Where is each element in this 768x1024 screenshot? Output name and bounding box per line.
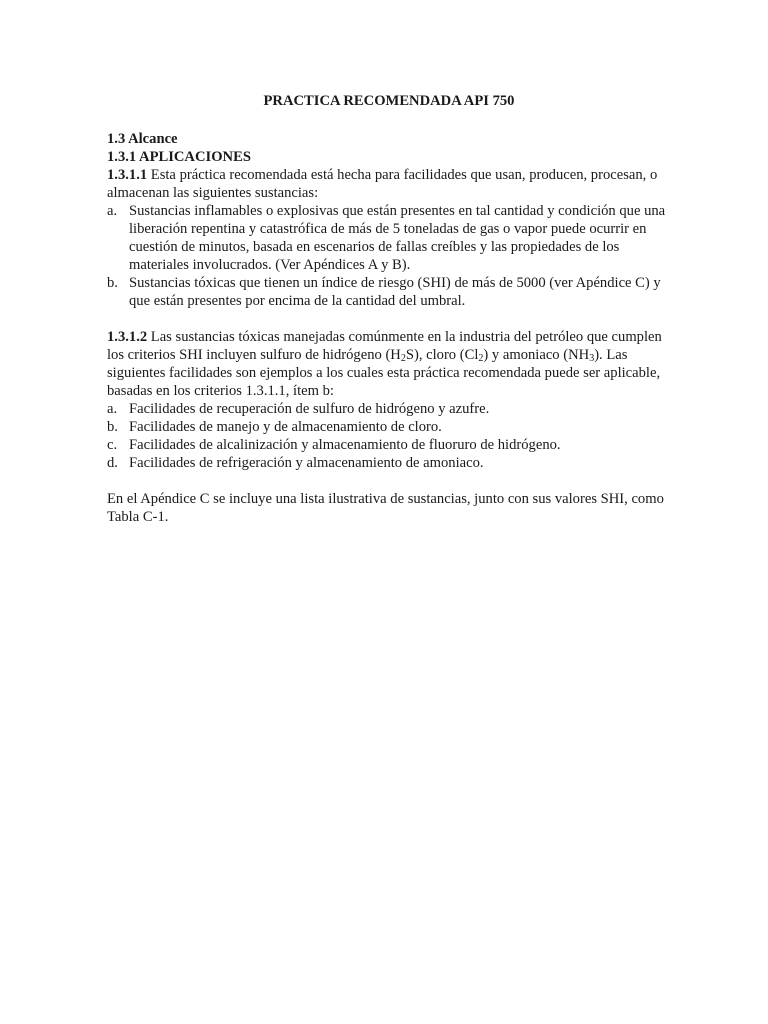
paragraph-text: S), cloro (Cl	[405, 347, 479, 363]
section-heading: 1.3 Alcance	[107, 131, 178, 147]
list-item-text: Facilidades de alcalinización y almacenamiento de fluoruro de hidrógeno.	[129, 437, 561, 453]
list-item-text: Facilidades de refrigeración y almacenamiento de amoniaco.	[129, 455, 484, 471]
list-item-text: Sustancias inflamables o explosivas que están presentes en tal cantidad y condición que una liberación repentina y catastrófica de más de 5 toneladas de gas o vapor puede ocurrir en cuestión de minutos, basada en escenarios de fallas creíbles y las propiedades de los materiales involucrados. (Ver Apéndices A y B).	[129, 203, 666, 273]
document-title: PRACTICA RECOMENDADA API 750	[263, 93, 515, 109]
subscript: 2	[478, 353, 484, 364]
list-marker: a.	[107, 401, 118, 417]
list-item-text: Sustancias tóxicas que tienen un índice de riesgo (SHI) de más de 5000 (ver Apéndice C) y que están presentes por encima de la cantidad del umbral.	[129, 275, 661, 309]
list-marker: b.	[107, 275, 118, 291]
list-marker: c.	[107, 437, 118, 453]
list-item	[107, 400, 667, 418]
list-item	[107, 274, 667, 310]
list-item-text: Facilidades de recuperación de sulfuro de hidrógeno y azufre.	[129, 401, 490, 417]
paragraph-text: Esta práctica recomendada está hecha para facilidades que usan, producen, procesan, o almacenan las siguientes sustancias:	[107, 167, 658, 201]
list-marker: a.	[107, 203, 118, 219]
closing-paragraph: En el Apéndice C se incluye una lista ilustrativa de sustancias, junto con sus valores SHI, como Tabla C-1.	[107, 491, 664, 525]
list-marker: b.	[107, 419, 118, 435]
list-item	[107, 454, 667, 472]
paragraph-label: 1.3.1.1	[107, 167, 148, 183]
list-item	[107, 202, 667, 274]
paragraph-text: ). Las siguientes facilidades son ejemplos a los cuales esta práctica recomendada puede ser aplicable, basadas en los criterios 1.3.1.1, ítem b:	[107, 347, 661, 399]
substances-list	[107, 202, 667, 310]
list-marker: d.	[107, 455, 118, 471]
facilities-list	[107, 400, 667, 472]
paragraph-1-3-1-2	[107, 328, 667, 400]
paragraph-text: ) y amoniaco (NH	[483, 347, 590, 363]
list-item-text: Facilidades de manejo y de almacenamiento de cloro.	[129, 419, 442, 435]
paragraph-1-3-1-1	[107, 166, 667, 202]
list-item	[107, 418, 667, 436]
paragraph-label: 1.3.1.2	[107, 329, 148, 345]
paragraph-text: Las sustancias tóxicas manejadas comúnmente en la industria del petróleo que cumplen los criterios SHI incluyen sulfuro de hidrógeno (H	[107, 329, 662, 363]
subscript: 2	[400, 353, 406, 364]
subscript: 3	[589, 353, 595, 364]
document-page	[107, 92, 667, 526]
subsection-heading: 1.3.1 APLICACIONES	[107, 149, 251, 165]
list-item	[107, 436, 667, 454]
